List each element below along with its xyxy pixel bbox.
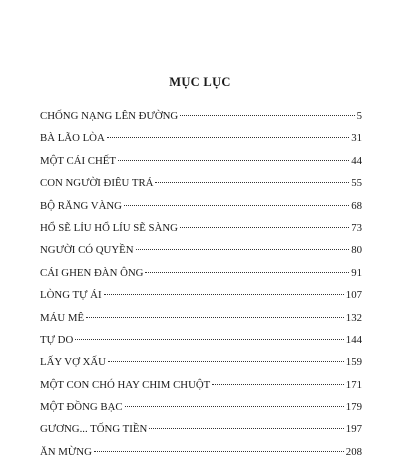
toc-entry-page-number: 44 [351, 154, 362, 167]
toc-entry-page-number: 107 [345, 289, 362, 302]
dot-leader [180, 227, 349, 228]
dot-leader [125, 406, 344, 407]
toc-entry [40, 334, 362, 356]
toc-entry-page-number: 68 [351, 199, 362, 212]
dot-leader [108, 361, 344, 362]
toc-entry [40, 244, 362, 266]
dot-leader [155, 182, 349, 183]
toc-entry [40, 132, 362, 154]
toc-entry-page-number: 197 [345, 423, 362, 436]
toc-entry-title: GƯƠNG... TỐNG TIỀN [40, 423, 148, 436]
toc-entry-title: BÀ LÃO LÒA [40, 132, 105, 145]
toc-entry-title: LẤY VỢ XẤU [40, 356, 106, 369]
toc-entry [40, 379, 362, 401]
dot-leader [212, 384, 344, 385]
toc-entry-title: CÁI GHEN ĐÀN ÔNG [40, 266, 144, 279]
toc-entry [40, 312, 362, 334]
toc-entry-title: MỘT ĐỒNG BẠC [40, 401, 123, 414]
toc-entry-title: NGƯỜI CÓ QUYỀN [40, 244, 134, 257]
toc-entry [40, 155, 362, 177]
toc-entry-page-number: 208 [345, 445, 362, 458]
toc-entry [40, 423, 362, 445]
dot-leader [107, 137, 349, 138]
toc-entry-page-number: 171 [345, 378, 362, 391]
toc-entry-title: MÁU MÊ [40, 311, 85, 324]
dot-leader [124, 205, 349, 206]
toc-entry-title: LÒNG TỰ ÁI [40, 289, 102, 302]
toc-entry-page-number: 91 [351, 266, 362, 279]
toc-entry [40, 200, 362, 222]
toc-entry-page-number: 55 [351, 177, 362, 190]
toc-entry [40, 401, 362, 423]
toc-entry-page-number: 31 [351, 132, 362, 145]
toc-entry-title: ĂN MỪNG [40, 445, 92, 458]
dot-leader [149, 428, 344, 429]
toc-entry-page-number: 179 [345, 401, 362, 414]
toc-entry [40, 267, 362, 289]
dot-leader [75, 339, 344, 340]
toc-entry [40, 222, 362, 244]
toc-entry [40, 110, 362, 132]
toc-entry [40, 289, 362, 311]
toc-entry-page-number: 144 [345, 333, 362, 346]
toc-entry-page-number: 73 [351, 221, 362, 234]
toc-entry-title: TỰ DO [40, 333, 74, 346]
toc-entry-page-number: 132 [345, 311, 362, 324]
toc-entry-title: BỘ RĂNG VÀNG [40, 199, 122, 212]
dot-leader [86, 317, 344, 318]
toc-entry-title: CHỐNG NẠNG LÊN ĐƯỜNG [40, 110, 179, 122]
toc-entry [40, 356, 362, 378]
toc-entry-title: CON NGƯỜI ĐIÊU TRÁ [40, 177, 154, 190]
toc-entry [40, 446, 362, 468]
dot-leader [136, 249, 350, 250]
toc-entry-title: MỘT CON CHÓ HAY CHIM CHUỘT [40, 378, 211, 391]
dot-leader [94, 451, 344, 452]
dot-leader [104, 294, 344, 295]
toc-entry-page-number: 80 [351, 244, 362, 257]
toc-entry-title: MỘT CÁI CHẾT [40, 154, 116, 167]
dot-leader [118, 160, 349, 161]
toc-entry-page-number: 159 [345, 356, 362, 369]
toc-entry-page-number: 5 [356, 110, 362, 122]
toc-entry-title: HỔ SẼ LỈU HỔ LÍU SẼ SÀNG [40, 221, 178, 234]
table-of-contents [40, 110, 362, 468]
dot-leader [180, 115, 354, 116]
page-title: MỤC LỤC [169, 75, 231, 89]
toc-entry [40, 177, 362, 199]
dot-leader [145, 272, 349, 273]
